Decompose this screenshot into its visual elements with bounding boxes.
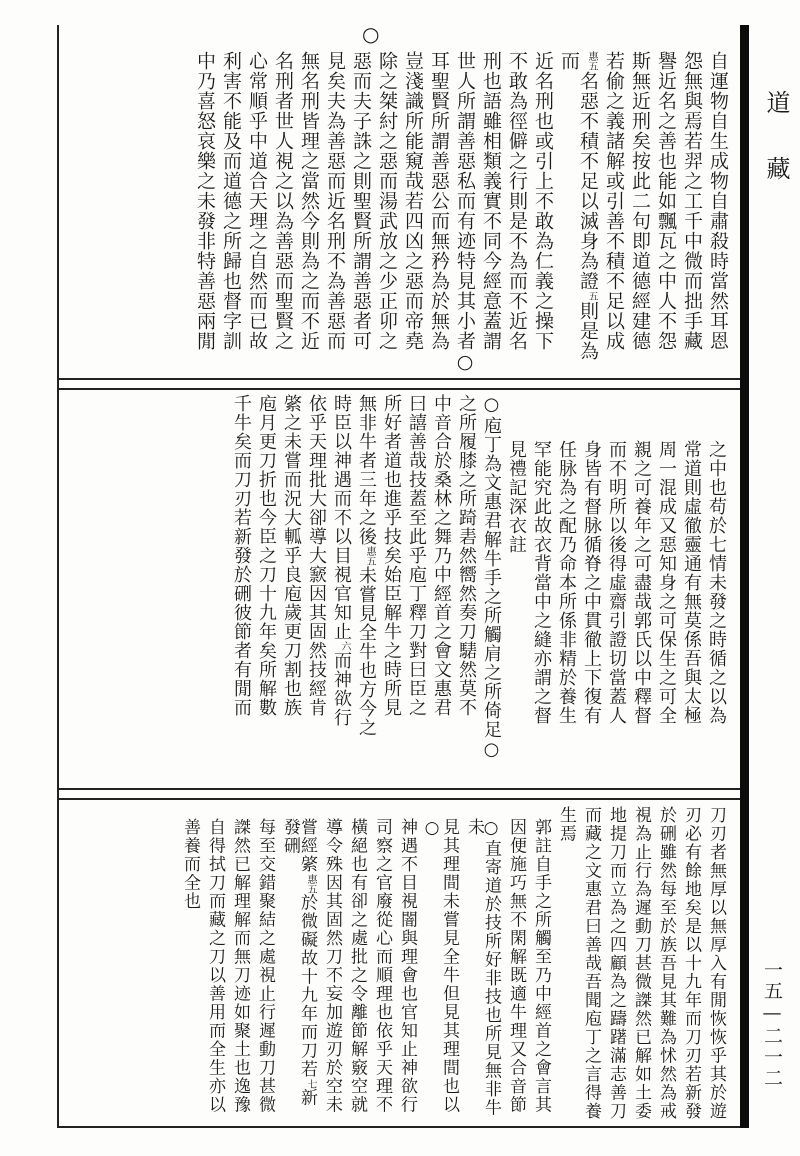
column-text: 而藏之文惠君曰善哉吾聞庖丁之言得養 <box>581 806 601 1121</box>
page-number: 一五—二一二 <box>761 960 783 1089</box>
text-column <box>582 440 600 784</box>
text-column <box>682 806 699 1122</box>
column-text: 未嘗見全牛也方今之 <box>356 566 377 737</box>
text-column <box>373 818 390 1122</box>
text-column <box>682 51 701 374</box>
column-text: 罕能究此故衣背當中之縫亦謂之督 <box>531 440 552 725</box>
text-column <box>332 394 350 784</box>
text-column <box>607 806 624 1122</box>
column-text: 利害不能及而道德之所歸也督字訓 <box>220 51 242 351</box>
column-text: 生焉 <box>556 806 576 843</box>
text-column <box>221 51 240 374</box>
text-column <box>257 394 275 784</box>
text-column <box>656 51 675 374</box>
column-text: 司察之官廢從心而順理也依乎天理不 <box>372 818 392 1114</box>
column-text: 庖月更刀折也今臣之刀十九年矣所解數 <box>256 394 277 717</box>
column-text: 而不明所以後得虛齋引證切當蓋人 <box>606 440 627 725</box>
section-circle-mark: ○ <box>362 22 380 46</box>
text-column <box>481 51 500 374</box>
margin-label-daozang: 道藏 <box>762 90 790 222</box>
text-column <box>533 51 552 374</box>
column-text: 刑也語雖相類義實不同今經意蓋謂 <box>480 51 502 351</box>
text-column <box>281 818 315 1122</box>
column-text: 於硎雖然每至於族吾見其難為怵然為戒 <box>656 806 676 1121</box>
column-text: 心常順乎中道合天理之自然而已故 <box>246 51 268 351</box>
annotation-note: 惠五 <box>364 546 375 566</box>
column-text: 豈淺識所能窺哉若四凶之惡而帝堯 <box>402 51 424 351</box>
text-column <box>273 51 292 374</box>
column-text: 無非牛者三年之後 <box>356 394 377 546</box>
text-column <box>557 806 574 1122</box>
column-text: 不敢為徑僻之行則是不為而不近名 <box>506 51 528 351</box>
column-text: 曰譆善哉技蓋至此乎庖丁釋刀對曰臣之 <box>406 394 427 717</box>
column-text: 耳聖賢所謂善惡公而無矜為於無為 <box>428 51 450 351</box>
text-column <box>607 440 625 784</box>
text-column <box>604 51 623 374</box>
column-text: 而神欲行 <box>331 651 352 727</box>
text-column <box>707 806 724 1122</box>
section-middle <box>59 388 740 790</box>
column-text: 親之可養年之可盡哉郭氏以中釋督 <box>631 440 652 725</box>
column-text: 因便施巧無不閑解既適牛理又合音節 <box>506 818 526 1114</box>
section-bottom <box>59 798 740 1128</box>
text-column <box>707 440 725 784</box>
section-top <box>59 22 740 380</box>
text-column <box>231 818 248 1122</box>
column-text: 名刑者世人視之以為善惡而聖賢之 <box>272 51 294 351</box>
column-text: ○庖丁為文惠君解牛手之所觸肩之所倚足○ <box>481 394 502 761</box>
column-text: 視為止行為遲動刀甚微謋然已解如土委 <box>631 806 651 1121</box>
text-column <box>357 394 375 784</box>
text-column <box>682 440 700 784</box>
annotation-note: 七 <box>305 1078 316 1089</box>
column-text: ○直寄道於技所好非技也所見無非牛未 <box>464 818 501 1117</box>
column-text: 若偷之義諸解或引善不積不足以成 <box>603 51 625 351</box>
text-column <box>482 394 500 784</box>
text-column <box>432 394 450 784</box>
column-text: 千牛矣而刀刃若新發於硎彼節者有閒而 <box>231 394 252 717</box>
text-column <box>325 51 344 374</box>
text-column <box>282 394 300 784</box>
column-text: 身皆有督脉循脊之中貫徹上下復有 <box>581 440 602 725</box>
text-column <box>398 818 415 1122</box>
column-text: 刀刃者無厚以無厚入有閒恢恢乎其於遊 <box>706 806 726 1121</box>
text-column <box>630 51 649 374</box>
column-text: 見矣夫為善惡而近名刑不為善惡而 <box>324 51 346 351</box>
text-column <box>708 51 727 374</box>
annotation-note: 惠五 <box>305 873 316 894</box>
text-column <box>465 818 499 1122</box>
column-text: 常道則虛徹靈通有無莫係吾與太極 <box>681 440 702 725</box>
column-text: 依乎天理批大卻導大窾因其固然技經肯 <box>306 394 327 717</box>
column-text: 世人所謂善惡私而有迹特見其小者○ <box>454 51 476 374</box>
text-column <box>632 806 649 1122</box>
text-column <box>323 818 340 1122</box>
column-text: 斯無近刑矣按此二句即道德經建德 <box>629 51 651 351</box>
text-column <box>507 818 524 1122</box>
text-column <box>403 51 422 374</box>
column-text: 綮之未嘗而況大軱乎良庖歲更刀割也族 <box>281 394 302 717</box>
text-column <box>532 818 549 1122</box>
text-column <box>657 806 674 1122</box>
column-text: 中乃喜怒哀樂之未發非特善惡兩閒 <box>194 51 216 351</box>
text-column <box>455 51 474 374</box>
text-column <box>377 51 396 374</box>
column-text: 周一混成又惡知身之可保生之可全 <box>656 440 677 725</box>
column-text: 中音合於桑林之舞乃中經首之會文惠君 <box>431 394 452 717</box>
column-text: 則是為而 <box>558 51 599 361</box>
text-column <box>507 440 525 784</box>
column-text: 導令殊因其固然刀不妄加遊刃於空未 <box>322 818 342 1114</box>
column-text: 譽近名之善也能如飄瓦之中人不怨 <box>655 51 677 351</box>
column-text: 新發硎 <box>280 818 317 1107</box>
text-column <box>657 440 675 784</box>
column-text: 每至交錯聚結之處視止行遲動刀甚微 <box>255 818 275 1114</box>
column-text: 怨無與焉若羿之工千中微而拙手藏 <box>681 51 703 351</box>
column-text: 於微礙故十九年而刀若 <box>297 893 317 1079</box>
column-text: 善養而全也 <box>180 818 200 911</box>
column-text: 神遇不目視闇與理會也官知止神欲行 <box>397 818 417 1114</box>
column-text: 地提刀而立為之四顧為之躊躇滿志善刀 <box>606 806 626 1121</box>
text-column <box>348 818 365 1122</box>
column-text: 嘗經綮 <box>297 818 317 874</box>
annotation-note: 惠五 <box>586 51 597 71</box>
text-column <box>307 394 325 784</box>
text-column <box>195 51 214 374</box>
column-text: 謋然已解理解而無刀迹如聚土也逸豫 <box>230 818 250 1114</box>
text-column <box>181 818 198 1122</box>
column-text: 任脉為之配乃命本所係非精於養生 <box>556 440 577 725</box>
annotation-note: 六 <box>339 641 350 651</box>
column-text: 惡而夫子誅之則聖賢所謂善惡者可 <box>350 51 372 351</box>
column-text: 近名刑也或引上不敢為仁義之操下 <box>532 51 554 351</box>
column-text: 見其理間未嘗見全牛但見其理間也以○ <box>422 818 459 1114</box>
column-text: 郭註自手之所觸至乃中經首之會言其 <box>531 818 551 1114</box>
text-frame <box>57 22 749 1128</box>
column-text: 自得拭刀而藏之刀以善用而全生亦以 <box>205 818 225 1114</box>
annotation-note: 五 <box>586 291 597 301</box>
column-text: 時臣以神遇而不以目視官知止 <box>331 394 352 641</box>
text-column <box>247 51 266 374</box>
text-column <box>206 818 223 1122</box>
column-text: 自運物自生成物自肅殺時當然耳恩 <box>707 51 729 351</box>
column-text: 除之桀紂之惡而湯武放之少正卯之 <box>376 51 398 351</box>
text-column <box>457 394 475 784</box>
text-column <box>382 394 400 784</box>
text-column <box>299 51 318 374</box>
column-text: 所好者道也進乎技矣始臣解牛之時所見 <box>381 394 402 717</box>
column-text: 之中也苟於七情未發之時循之以為 <box>706 440 727 725</box>
column-text: 橫絕也有卻之處批之令離節解竅空就 <box>347 818 367 1114</box>
text-column <box>507 51 526 374</box>
text-column <box>423 818 457 1122</box>
text-column <box>557 440 575 784</box>
column-text: 名惡不積不足以滅身為證 <box>577 71 599 291</box>
text-column <box>632 440 650 784</box>
text-column <box>232 394 250 784</box>
text-column <box>582 806 599 1122</box>
text-column <box>256 818 273 1122</box>
text-column <box>429 51 448 374</box>
text-column <box>532 440 550 784</box>
text-column <box>559 51 597 374</box>
column-text: 見禮記深衣註 <box>506 440 527 554</box>
column-text: 之所履膝之所踦砉然嚮然奏刀騞然莫不 <box>456 394 477 717</box>
text-column <box>351 51 370 374</box>
column-text: 無名刑皆理之當然今則為之而不近 <box>298 51 320 351</box>
text-column <box>407 394 425 784</box>
column-text: 刃必有餘地矣是以十九年而刀刃若新發 <box>681 806 701 1121</box>
